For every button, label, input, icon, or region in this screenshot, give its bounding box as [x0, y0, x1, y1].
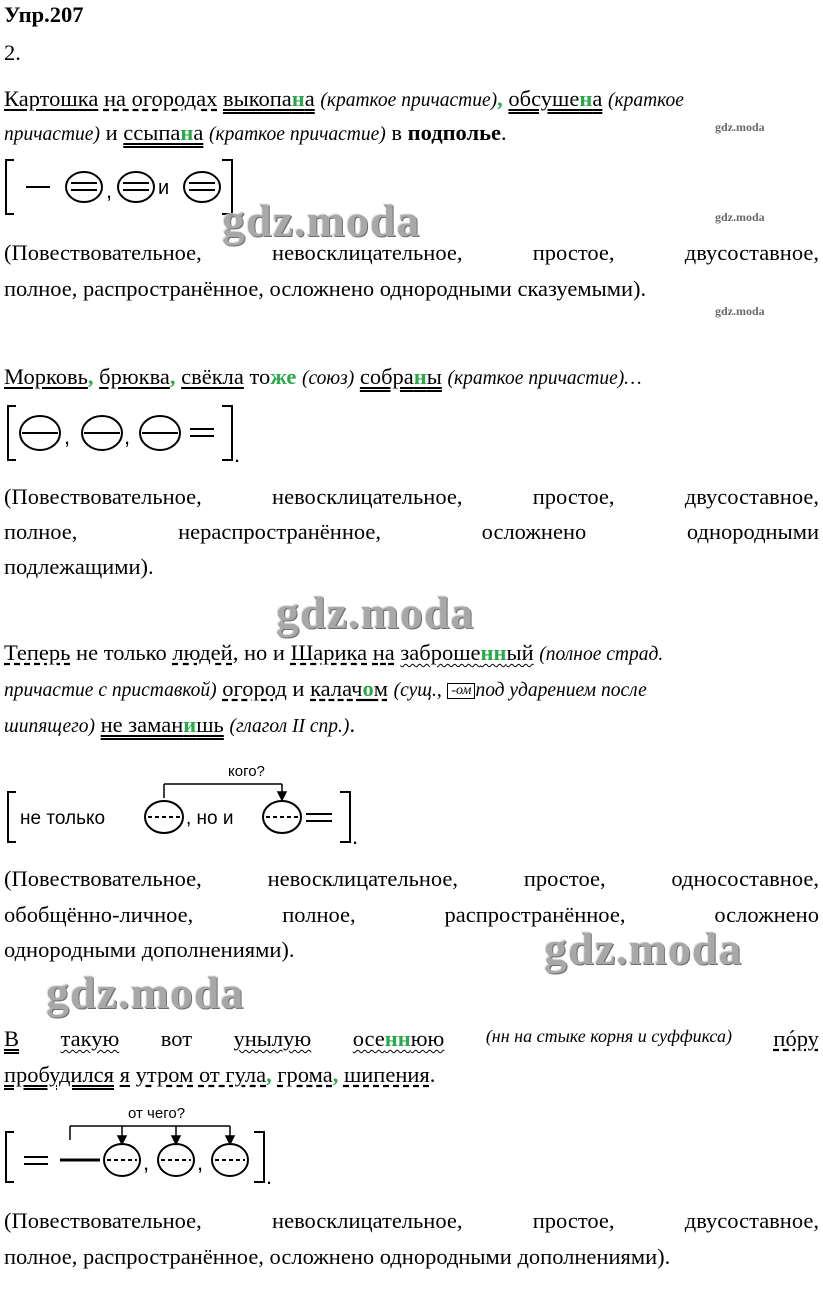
- svg-text:,: ,: [124, 424, 131, 449]
- sentence-4-line-2: пробудился я утром от гула, грома, шипения.: [4, 1062, 436, 1087]
- watermark-big: gdz.moda: [222, 195, 421, 246]
- description-1-line-2: полное, распространённое, осложнено однородными сказуемыми).: [4, 276, 647, 301]
- scheme-2: [0, 400, 250, 468]
- watermark-small: gdz.moda: [715, 210, 765, 224]
- exercise-title: Упр.207: [4, 2, 84, 27]
- watermark-small: gdz.moda: [715, 304, 765, 318]
- svg-text:,: ,: [197, 1150, 204, 1175]
- watermark-big: gdz.moda: [46, 967, 245, 1018]
- svg-text:от чего?: от чего?: [128, 1105, 186, 1122]
- svg-text:.: .: [266, 1164, 273, 1189]
- description-4-line-2: полное, распространённое, осложнено однородными дополнениями).: [4, 1244, 671, 1269]
- svg-text:не только: не только: [20, 808, 106, 829]
- scheme-1: [0, 150, 260, 222]
- sentence-2: Морковь, брюква, свёкла тоже (союз) собраны (краткое причастие)…: [4, 364, 642, 389]
- svg-text:,: ,: [64, 424, 71, 449]
- sentence-4-line-1: В такую вот унылую осеннюю (нн на стыке корня и суффикса) пóру: [4, 1026, 819, 1051]
- svg-text:,: ,: [106, 178, 113, 203]
- watermark-small: gdz.moda: [715, 120, 765, 134]
- description-4-line-1: (Повествовательное, невосклицательное, простое, двусоставное,: [4, 1208, 819, 1233]
- scheme-4: [0, 1098, 290, 1190]
- sentence-3-line-3: шипящего) не заманишь (глагол II спр.).: [4, 712, 356, 737]
- description-2-line-3: подлежащими).: [4, 554, 154, 579]
- description-2-line-1: (Повествовательное, невосклицательное, простое, двусоставное,: [4, 484, 819, 509]
- sentence-1-line-2: причастие) и ссыпана (краткое причастие) в подполье.: [4, 120, 507, 145]
- sentence-3-line-1: Теперь не только людей, но и Шарика на заброшенный (полное страд.: [4, 640, 664, 665]
- svg-text:и: и: [158, 177, 170, 199]
- task-number: 2.: [4, 40, 21, 65]
- description-2-line-2: полное, нераспространённое, осложнено однородными: [4, 519, 819, 544]
- svg-text:,: ,: [143, 1150, 150, 1175]
- svg-text:, но и: , но и: [186, 808, 234, 829]
- description-3-line-3: однородными дополнениями).: [4, 937, 295, 962]
- description-3-line-1: (Повествовательное, невосклицательное, простое, односоставное,: [4, 866, 819, 891]
- sentence-3-line-2: причастие с приставкой) огород и калачом (сущ., -ом под ударением после: [4, 676, 647, 701]
- scheme-3: [0, 756, 380, 848]
- sentence-1-line-1: Картошка на огородах выкопана (краткое причастие), обсушена (краткое: [4, 86, 684, 111]
- description-3-line-2: обобщённо-личное, полное, распространённое, осложнено: [4, 902, 819, 927]
- svg-text:.: .: [234, 442, 241, 467]
- watermark-big: gdz.moda: [276, 587, 475, 638]
- description-1-line-1: (Повествовательное, невосклицательное, простое, двусоставное,: [4, 240, 819, 265]
- watermark-big: gdz.moda: [544, 923, 743, 974]
- svg-text:кого?: кого?: [228, 763, 265, 780]
- svg-text:.: .: [352, 824, 359, 848]
